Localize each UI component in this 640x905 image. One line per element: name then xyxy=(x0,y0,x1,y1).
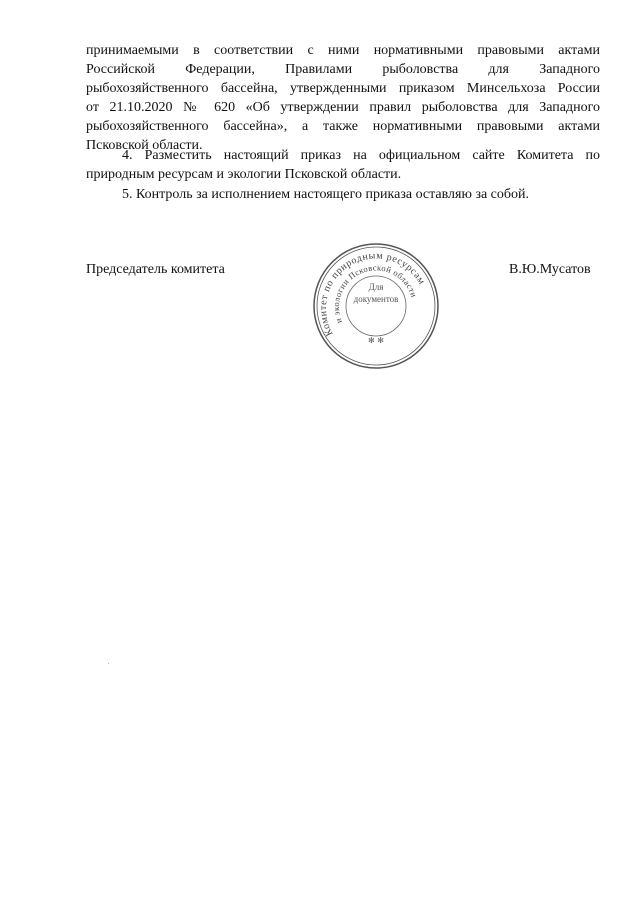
seal-center-line-2: документов xyxy=(353,294,399,304)
seal-inner-text: и экологии Псковской области xyxy=(330,262,420,325)
paragraph-rules xyxy=(86,41,600,155)
paragraph-item-4 xyxy=(86,146,600,184)
text-line: 5. Контроль за исполнением настоящего приказа оставляю за собой. xyxy=(122,187,530,202)
seal-outer-text: Комитет по природным ресурсам xyxy=(317,250,428,338)
text-line: рыбохозяйственного бассейна», а также нормативными правовыми актами xyxy=(86,119,600,134)
official-seal xyxy=(312,242,440,370)
text-line: Российской Федерации, Правилами рыболовства для Западного xyxy=(86,62,600,77)
text-line: от 21.10.2020 № 620 «Об утверждении правил рыболовства для Западного xyxy=(86,100,600,115)
text-line: 4. Разместить настоящий приказ на официальном сайте Комитета по xyxy=(122,148,600,163)
seal-stars: ✻ ✻ xyxy=(368,336,384,345)
scan-speck xyxy=(108,663,109,664)
paragraph-item-5 xyxy=(86,185,600,204)
text-line: Псковской области. xyxy=(86,138,203,153)
text-line: рыбохозяйственного бассейна, утвержденными приказом Минсельхоза России xyxy=(86,81,600,96)
text-line: природным ресурсам и экологии Псковской области. xyxy=(86,167,402,182)
text-line: принимаемыми в соответствии с ними нормативными правовыми актами xyxy=(86,43,600,58)
seal-center-line-1: Для xyxy=(368,282,384,292)
signer-title: Председатель комитета xyxy=(86,262,225,277)
signer-name: В.Ю.Мусатов xyxy=(509,262,591,277)
